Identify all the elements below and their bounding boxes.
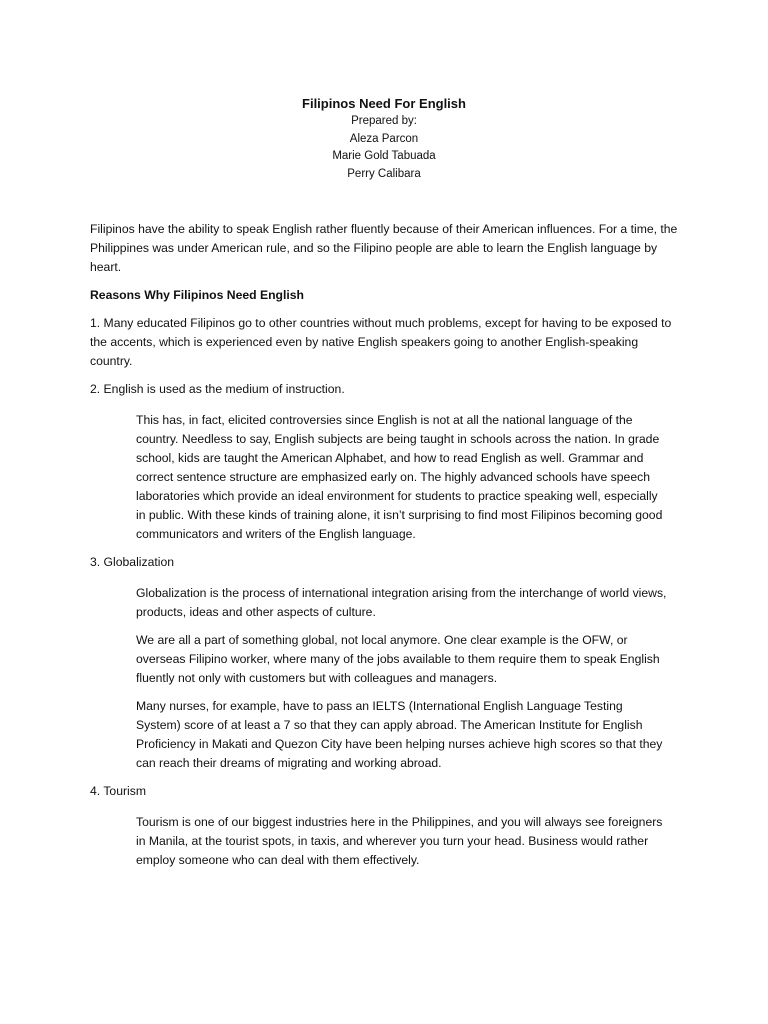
title-block	[90, 94, 678, 183]
reason-2: 2. English is used as the medium of instruction.	[90, 382, 345, 396]
author-name: Aleza Parcon	[349, 132, 419, 145]
section-heading: Reasons Why Filipinos Need English	[90, 288, 304, 302]
author-name: Marie Gold Tabuada	[332, 150, 436, 162]
reason-3: 3. Globalization	[90, 555, 175, 569]
reason-4-paragraph: Tourism is one of our biggest industries here in the Philippines, and you will always see foreigners in Manila, at the tourist spots, in taxis, and wherever you turn your head. Business would rather employ someone who can deal with them effectively.	[136, 815, 663, 867]
reason-4: 4. Tourism	[90, 784, 146, 798]
prepared-by-label: Prepared by:	[351, 115, 417, 127]
document-title: Filipinos Need For English	[302, 96, 466, 111]
reason-3-paragraph: Many nurses, for example, have to pass an IELTS (International English Language Testing System) score of at least a 7 so that they can apply abroad. The American Institute for English Proficiency in Makati and Quezon City have been helping nurses achieve high scores so that they can reach their dreams of migrating and working abroad.	[136, 699, 663, 770]
reason-3-paragraph: We are all a part of something global, not local anymore. One clear example is the OFW, or overseas Filipino worker, where many of the jobs available to them require them to speak English fluently not only with customers but with colleagues and managers.	[136, 633, 660, 685]
author-name: Perry Calibara	[347, 167, 421, 180]
reason-1: 1. Many educated Filipinos go to other countries without much problems, except for having to be exposed to the accents, which is experienced even by native English speakers going to another English-speaking country.	[90, 316, 672, 368]
reason-2-detail: This has, in fact, elicited controversies since English is not at all the national language of the country. Needless to say, English subjects are being taught in schools across the nation. In grade school, kids are taught the American Alphabet, and how to read English as well. Grammar and correct sentence structure are emphasized early on. The highly advanced schools have speech laboratories which provide an ideal environment for students to practice speaking well, especially in public. With these kinds of training alone, it isn’t surprising to find most Filipinos becoming good communicators and writers of the English language.	[136, 413, 663, 541]
intro-paragraph: Filipinos have the ability to speak English rather fluently because of their American influences. For a time, the Philippines was under American rule, and so the Filipino people are able to learn the English language by heart.	[90, 222, 678, 274]
reason-3-paragraph: Globalization is the process of international integration arising from the interchange of world views, products, ideas and other aspects of culture.	[136, 586, 667, 619]
